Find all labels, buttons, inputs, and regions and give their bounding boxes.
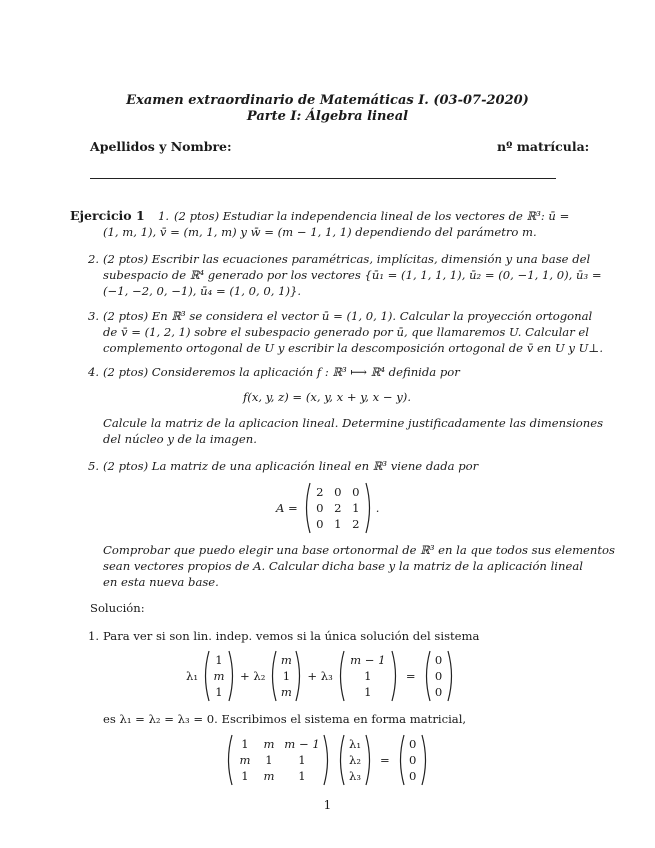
name-label: Apellidos y Nombre: — [90, 139, 232, 154]
item-5-after-2: sean vectores propios de A. Calcular dicha base y la matriz de la aplicación lineal — [103, 559, 583, 573]
a-cell: 2 — [334, 501, 342, 515]
item-1-number: 1. — [158, 209, 170, 223]
right-paren — [323, 734, 332, 786]
a-cell: 1 — [352, 501, 360, 515]
zero-cell: 0 — [409, 737, 417, 751]
left-paren — [422, 650, 431, 702]
lambda-cell: λ₃ — [349, 769, 361, 783]
coef-cell: m − 1 — [284, 737, 320, 751]
id-label: nº matrícula: — [497, 139, 590, 154]
vector-equation — [186, 650, 456, 702]
lambda-1: λ₁ — [186, 669, 198, 683]
solution-middle: es λ₁ = λ₂ = λ₃ = 0. Escribimos el sistema en forma matricial, — [103, 712, 467, 726]
right-paren — [365, 482, 374, 534]
item-2-line-2: subespacio de ℝ⁴ generado por los vectores {ū₁ = (1, 1, 1, 1), ū₂ = (0, −1, 1, 0), ū₃ = — [103, 268, 602, 282]
zero-cell: 0 — [434, 669, 443, 683]
a-cell: 0 — [316, 501, 324, 515]
exercise-label: Ejercicio 1 — [70, 208, 145, 223]
zero-vector — [431, 653, 447, 699]
matrix-a-grid — [311, 485, 365, 531]
period: . — [375, 501, 380, 515]
matrix-system — [224, 734, 430, 786]
right-paren — [365, 734, 374, 786]
coef-cell: 1 — [298, 769, 306, 783]
coef-cell: 1 — [298, 753, 306, 767]
right-paren — [228, 650, 237, 702]
left-paren — [336, 734, 345, 786]
vec1 — [210, 653, 228, 699]
a-cell: 0 — [334, 485, 342, 499]
item-3-line-3: complemento ortogonal de U y escribir la descomposición ortogonal de v̄ en U y U⊥. — [103, 341, 604, 355]
left-paren — [224, 734, 233, 786]
right-paren — [295, 650, 304, 702]
item-2-line-3: (−1, −2, 0, −1), ū₄ = (1, 0, 0, 1)}. — [103, 284, 302, 298]
left-paren — [396, 734, 405, 786]
coef-cell: m — [239, 753, 251, 767]
item-1-line-2: (1, m, 1), v̄ = (m, 1, m) y w̄ = (m − 1, 1, 1) dependiendo del parámetro m. — [103, 225, 537, 239]
exam-subtitle: Parte I: Álgebra lineal — [246, 109, 409, 124]
left-paren — [201, 650, 210, 702]
vec3-cell: 1 — [364, 685, 372, 699]
right-paren — [421, 734, 430, 786]
zero-cell: 0 — [434, 653, 443, 667]
zero-cell: 0 — [409, 753, 417, 767]
right-paren — [391, 650, 400, 702]
item-4-after-2: del núcleo y de la imagen. — [103, 432, 257, 446]
vec1-cell: 1 — [215, 653, 223, 667]
zero-cell: 0 — [434, 685, 443, 699]
matrix-a — [276, 482, 379, 534]
lambda-3: + λ₃ — [307, 669, 333, 683]
item-5-line-1: (2 ptos) La matriz de una aplicación lineal en ℝ³ viene dada por — [103, 459, 479, 473]
item-3-line-1: (2 ptos) En ℝ³ se considera el vector ū = (1, 0, 1). Calcular la proyección ortogonal — [103, 309, 593, 323]
a-cell: 0 — [316, 517, 324, 531]
exam-title: Examen extraordinario de Matemáticas I. (03-07-2020) — [126, 93, 529, 108]
item-4-line-1: (2 ptos) Consideremos la aplicación f : ℝ³ ⟼ ℝ⁴ definida por — [103, 365, 460, 379]
item-5-number: 5. — [88, 459, 100, 473]
vec1-cell: m — [213, 669, 225, 683]
left-paren — [268, 650, 277, 702]
item-1-line-1: (2 ptos) Estudiar la independencia lineal de los vectores de ℝ³: ū = — [174, 209, 570, 223]
page-number: 1 — [323, 798, 332, 812]
coef-cell: m — [263, 737, 275, 751]
vec2 — [277, 653, 295, 699]
equals-sign: = — [380, 753, 390, 767]
item-5-after-1: Comprobar que puedo elegir una base ortonormal de ℝ³ en la que todos sus elementos — [103, 543, 615, 557]
a-cell: 0 — [352, 485, 360, 499]
vec3-cell: 1 — [364, 669, 372, 683]
lambda-cell: λ₁ — [349, 737, 361, 751]
equals-sign: = — [405, 669, 416, 683]
coef-cell: 1 — [241, 769, 249, 783]
vec1-cell: 1 — [215, 685, 223, 699]
coef-cell: 1 — [265, 753, 273, 767]
coef-cell: m — [263, 769, 275, 783]
solution-item-number: 1. — [88, 629, 100, 643]
a-cell: 1 — [334, 517, 342, 531]
vec2-cell: 1 — [282, 669, 291, 683]
vec3 — [345, 653, 391, 699]
lambda-2: + λ₂ — [240, 669, 266, 683]
lambda-vector — [345, 737, 365, 783]
item-3-line-2: de v̄ = (1, 2, 1) sobre el subespacio generado por ū, que llamaremos U. Calcular el — [103, 325, 589, 339]
vec3-cell: m − 1 — [350, 653, 386, 667]
coef-cell: 1 — [241, 737, 249, 751]
item-4-formula: f(x, y, z) = (x, y, x + y, x − y). — [243, 390, 412, 404]
item-3-number: 3. — [88, 309, 100, 323]
right-paren — [447, 650, 456, 702]
item-4-after-1: Calcule la matriz de la aplicacion lineal. Determine justificadamente las dimensiones — [103, 416, 604, 430]
lambda-cell: λ₂ — [349, 753, 361, 767]
coef-matrix — [233, 737, 323, 783]
a-cell: 2 — [316, 485, 324, 499]
name-underline — [90, 178, 556, 179]
solution-label: Solución: — [90, 601, 145, 615]
item-2-number: 2. — [88, 252, 100, 266]
zero-vector-2 — [405, 737, 421, 783]
a-cell: 2 — [352, 517, 360, 531]
item-4-number: 4. — [88, 365, 100, 379]
vec2-cell: m — [280, 653, 292, 667]
left-paren — [302, 482, 311, 534]
zero-cell: 0 — [409, 769, 417, 783]
item-5-after-3: en esta nueva base. — [103, 575, 219, 589]
item-2-line-1: (2 ptos) Escribir las ecuaciones paramétricas, implícitas, dimensión y una base del — [103, 252, 591, 266]
left-paren — [336, 650, 345, 702]
matrix-a-label: A = — [276, 501, 298, 515]
vec2-cell: m — [280, 685, 292, 699]
solution-intro: Para ver si son lin. indep. vemos si la única solución del sistema — [103, 629, 480, 643]
